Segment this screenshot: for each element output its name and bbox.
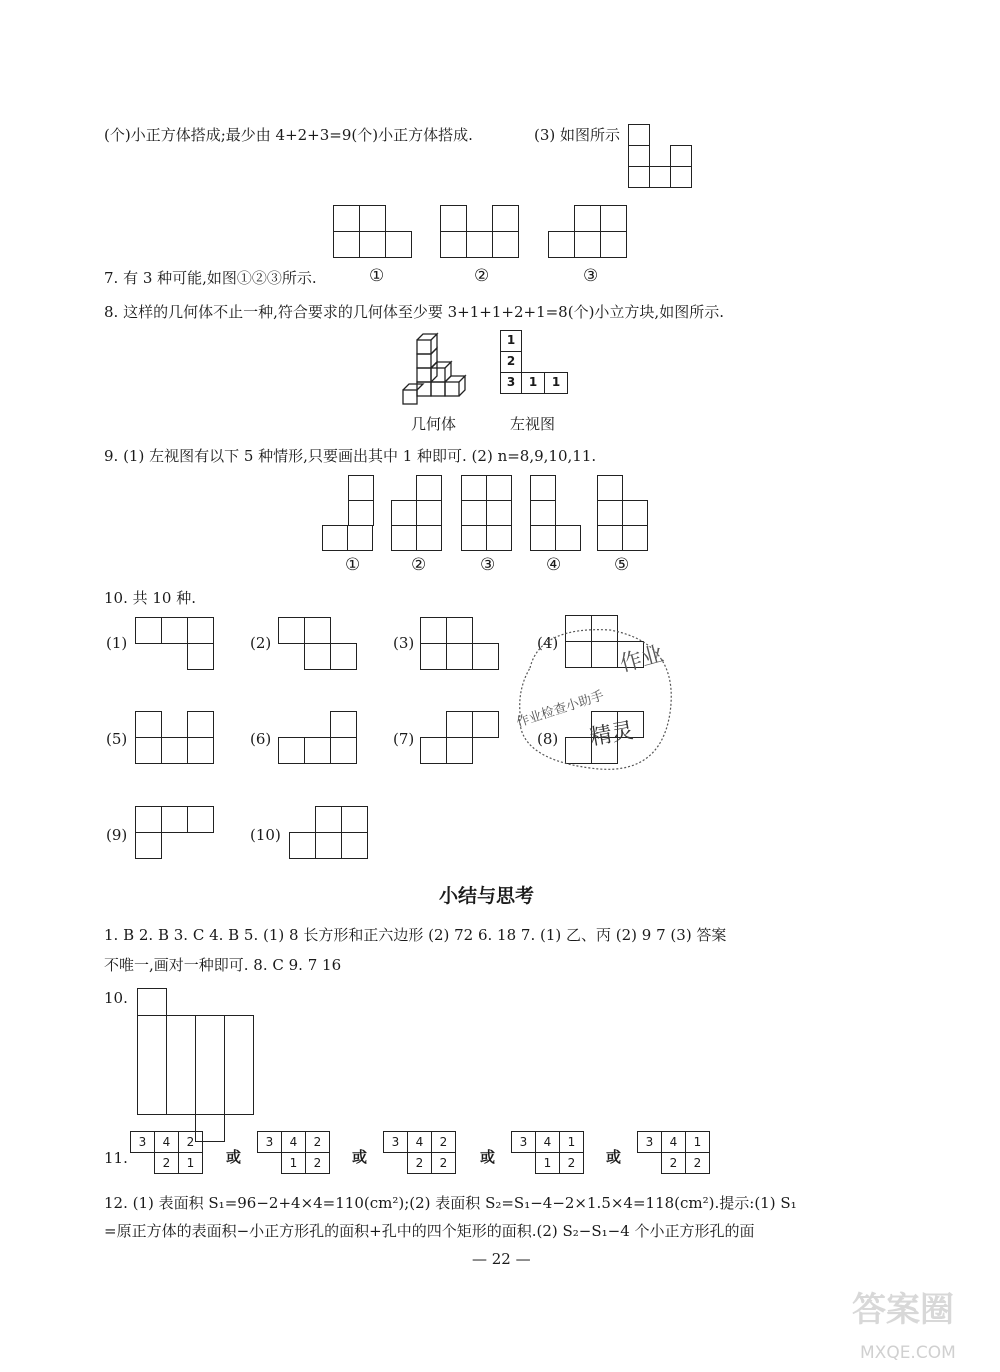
stamp-text: 作业检查小助手	[514, 688, 606, 731]
grid-cell: 3	[637, 1131, 662, 1153]
net-label: (2)	[250, 634, 272, 652]
net-label: (5)	[106, 730, 128, 748]
grid-cell: 3	[130, 1131, 155, 1153]
summary-line-12a: 12. (1) 表面积 S₁=96−2+4×4=110(cm²);(2) 表面积 S₂=S₁−4−2×1.5×4=118(cm²).提示:(1) S₁	[104, 1194, 797, 1212]
answer-line-7: 7. 有 3 种可能,如图①②③所示.	[104, 269, 317, 287]
answer-line-8: 8. 这样的几何体不止一种,符合要求的几何体至少要 3+1+1+2+1=8(个)小立方块,如图所示.	[104, 303, 724, 321]
grid-cell: 3	[383, 1131, 408, 1153]
grid-cell: 2	[305, 1131, 330, 1153]
left-view-cell-value: 2	[506, 354, 516, 368]
summary-line-12b: =原正方体的表面积−小正方形孔的面积+孔中的四个矩形的面积.(2) S₂−S₁−4 个小正方形孔的面	[104, 1222, 755, 1240]
or-separator: 或	[352, 1148, 368, 1166]
grid-cell: 2	[431, 1131, 456, 1153]
grid-cell: 2	[661, 1152, 686, 1174]
left-view-cell-value: 1	[528, 375, 538, 389]
answer-line-9: 9. (1) 左视图有以下 5 种情形,只要画出其中 1 种即可. (2) n=8,9,10,11.	[104, 447, 597, 465]
grid-cell: 2	[305, 1152, 330, 1174]
grid-cell: 4	[661, 1131, 686, 1153]
grid-cell: 4	[407, 1131, 432, 1153]
left-view-cell-value: 3	[506, 375, 516, 389]
stamp-text: 作业	[617, 641, 667, 678]
section-title: 小结与思考	[439, 885, 535, 907]
net-label: (1)	[106, 634, 128, 652]
left-view-label: 左视图	[510, 415, 556, 433]
grid-cell: 4	[154, 1131, 179, 1153]
grid-cell: 3	[511, 1131, 536, 1153]
watermark-url: MXQE.COM	[860, 1343, 956, 1363]
answer-line-10: 10. 共 10 种.	[104, 589, 197, 607]
summary-q11-label: 11.	[104, 1149, 128, 1167]
grid-cell: 1	[178, 1152, 203, 1174]
grid-cell: 2	[559, 1152, 584, 1174]
figure-9-label: ②	[411, 555, 427, 575]
figure-7-label-3: ③	[583, 266, 599, 286]
figure-7-label-2: ②	[474, 266, 490, 286]
summary-line-1: 1. B 2. B 3. C 4. B 5. (1) 8 长方形和正六边形 (2) 72 6. 18 7. (1) 乙、丙 (2) 9 7 (3) 答案	[104, 926, 727, 944]
grid-cell: 4	[281, 1131, 306, 1153]
net-label: (7)	[393, 730, 415, 748]
net-label: (4)	[537, 634, 559, 652]
watermark-logo: 答案圈	[852, 1290, 954, 1330]
grid-cell: 1	[559, 1131, 584, 1153]
grid-cell: 2	[685, 1152, 710, 1174]
summary-line-2: 不唯一,画对一种即可. 8. C 9. 7 16	[104, 956, 342, 974]
grid-cell: 1	[281, 1152, 306, 1174]
left-view-cell-value: 1	[506, 333, 516, 347]
net-label: (8)	[537, 730, 559, 748]
geometry-solid-label: 几何体	[411, 415, 457, 433]
net-label: (6)	[250, 730, 272, 748]
grid-cell: 1	[535, 1152, 560, 1174]
net-label: (9)	[106, 826, 128, 844]
left-view-cell-value: 1	[551, 375, 561, 389]
grid-cell: 2	[431, 1152, 456, 1174]
geometry-solid-drawing	[395, 330, 485, 410]
figure-7-label-1: ①	[369, 266, 385, 286]
or-separator: 或	[226, 1148, 242, 1166]
stamp-text: 精灵	[588, 718, 636, 751]
grid-cell: 2	[178, 1131, 203, 1153]
or-separator: 或	[606, 1148, 622, 1166]
summary-q10-label: 10.	[104, 989, 128, 1007]
page-number: — 22 —	[472, 1250, 531, 1268]
figure-9-label: ④	[546, 555, 562, 575]
figure-9-label: ⑤	[614, 555, 630, 575]
net-label: (3)	[393, 634, 415, 652]
net-label: (10)	[250, 826, 281, 844]
grid-cell: 3	[257, 1131, 282, 1153]
answer-6-3-label: (3) 如图所示	[534, 126, 621, 144]
grid-cell: 2	[154, 1152, 179, 1174]
figure-9-label: ①	[345, 555, 361, 575]
or-separator: 或	[480, 1148, 496, 1166]
answer-line-6: (个)小正方体搭成;最少由 4+2+3=9(个)小正方体搭成.	[104, 126, 473, 144]
grid-cell: 1	[685, 1131, 710, 1153]
grid-cell: 2	[407, 1152, 432, 1174]
figure-9-label: ③	[480, 555, 496, 575]
grid-cell: 4	[535, 1131, 560, 1153]
